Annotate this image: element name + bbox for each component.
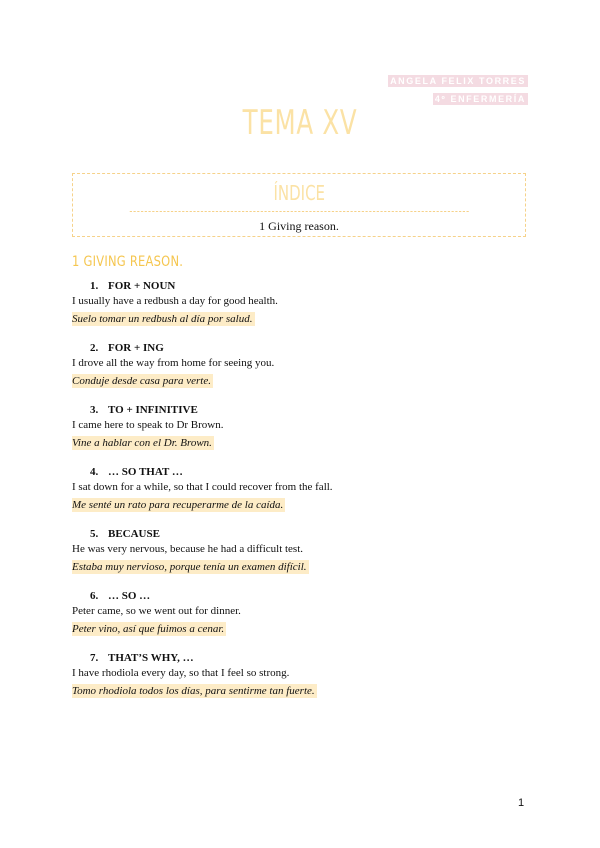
- entry-heading: [72, 341, 532, 356]
- entry: [72, 465, 532, 513]
- entry-english: I usually have a redbush a day for good health.: [72, 295, 278, 307]
- entry-english: I have rhodiola every day, so that I feel so strong.: [72, 667, 290, 679]
- entry-english: I drove all the way from home for seeing you.: [72, 357, 275, 369]
- entry-heading: [72, 589, 532, 604]
- entry-heading-text: BECAUSE: [108, 528, 160, 540]
- entry: [72, 403, 532, 451]
- table-of-contents: [72, 173, 526, 237]
- entry-english: He was very nervous, because he had a difficult test.: [72, 543, 304, 555]
- entry-heading: [72, 279, 532, 294]
- entry-heading-text: TO + INFINITIVE: [108, 404, 198, 416]
- author-block: [388, 71, 528, 107]
- entry-heading-text: THAT’S WHY, …: [108, 652, 194, 664]
- entry-spanish: Me senté un rato para recuperarme de la caída.: [72, 499, 284, 511]
- entry-spanish: Suelo tomar un redbush al día por salud.: [72, 313, 253, 325]
- entry-number: 1.: [90, 280, 99, 292]
- author-course: 4º ENFERMERÍA: [434, 94, 526, 104]
- entry-heading: [72, 403, 532, 418]
- entry-spanish: Vine a hablar con el Dr. Brown.: [72, 437, 212, 449]
- entry-heading: [72, 651, 532, 666]
- page-number: 1: [518, 797, 525, 809]
- entry: [72, 589, 532, 637]
- entry-spanish: Conduje desde casa para verte.: [72, 375, 211, 387]
- entry-heading-text: FOR + NOUN: [108, 280, 176, 292]
- entry-number: 3.: [90, 404, 99, 416]
- entry: [72, 651, 532, 699]
- entry-english: Peter came, so we went out for dinner.: [72, 605, 241, 617]
- entry-heading-text: … SO …: [108, 590, 151, 602]
- entry-spanish: Tomo rhodiola todos los días, para sentirme tan fuerte.: [72, 685, 315, 697]
- entry-english: I sat down for a while, so that I could recover from the fall.: [72, 481, 333, 493]
- entry-heading-text: FOR + ING: [108, 342, 164, 354]
- entry-number: 4.: [90, 466, 99, 478]
- entry-heading: [72, 465, 532, 480]
- entry: [72, 341, 532, 389]
- entries-list: [72, 279, 532, 713]
- author-name: ANGELA FELIX TORRES: [390, 76, 526, 86]
- entry: [72, 279, 532, 327]
- entry-number: 5.: [90, 528, 99, 540]
- entry-spanish: Peter vino, así que fuimos a cenar.: [72, 623, 225, 635]
- page-title: TEMA XV: [242, 103, 358, 143]
- entry-spanish: Estaba muy nervioso, porque tenía un examen difícil.: [72, 561, 307, 573]
- entry: [72, 527, 532, 575]
- entry-english: I came here to speak to Dr Brown.: [72, 419, 224, 431]
- toc-item[interactable]: 1 Giving reason.: [259, 219, 339, 233]
- entry-heading: [72, 527, 532, 542]
- entry-number: 6.: [90, 590, 99, 602]
- entry-number: 2.: [90, 342, 99, 354]
- entry-number: 7.: [90, 652, 99, 664]
- section-heading: 1 GIVING REASON.: [72, 254, 184, 270]
- toc-title: ÍNDICE: [130, 176, 469, 212]
- entry-heading-text: … SO THAT …: [108, 466, 183, 478]
